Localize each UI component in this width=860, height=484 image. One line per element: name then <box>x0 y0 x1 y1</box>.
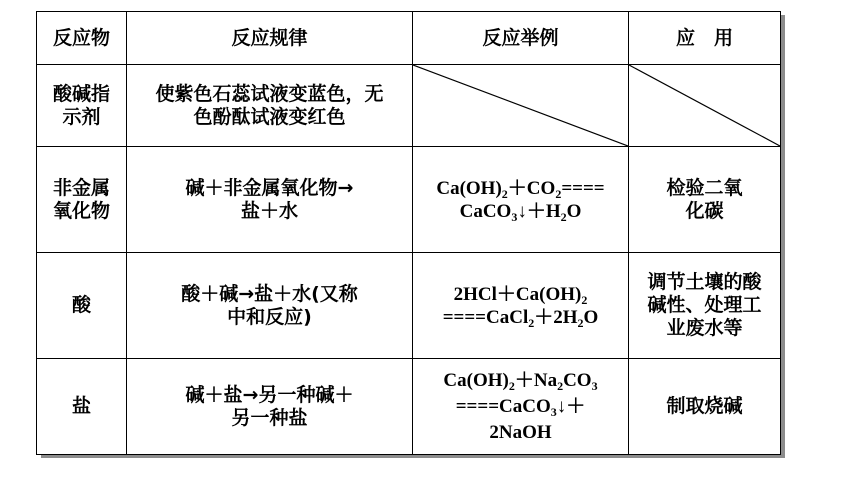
rule-cell: 酸＋碱→盐＋水(又称 中和反应) <box>127 253 413 359</box>
header-application: 应 用 <box>629 12 781 65</box>
rule-cell: 使紫色石蕊试液变蓝色，无 色酚酞试液变红色 <box>127 65 413 147</box>
reactant-cell: 酸碱指 示剂 <box>37 65 127 147</box>
equation-line: $2HCl+Ca(OH)_2$ <box>453 283 588 307</box>
rule-cell: 碱＋盐→另一种碱＋ 另一种盐 <box>127 359 413 455</box>
header-example: 反应举例 <box>413 12 629 65</box>
example-equation <box>413 359 629 455</box>
reactant-cell: 酸 <box>37 253 127 359</box>
reactant-cell: 非金属 氧化物 <box>37 147 127 253</box>
empty-diagonal-cell <box>629 65 781 147</box>
equation-line: ====CaCO$_3$↓＋ <box>455 395 586 419</box>
equation-line: $Ca(OH)_2+Na_2CO_3$ <box>443 369 598 393</box>
equation-line: 2NaOH <box>489 421 552 443</box>
application-cell: 检验二氧 化碳 <box>629 147 781 253</box>
example-equation <box>413 253 629 359</box>
reactant-cell: 盐 <box>37 359 127 455</box>
table-row <box>37 147 781 253</box>
rule-cell: 碱＋非金属氧化物→ 盐＋水 <box>127 147 413 253</box>
example-equation <box>413 147 629 253</box>
application-cell: 调节土壤的酸 碱性、处理工 业废水等 <box>629 253 781 359</box>
application-cell: 制取烧碱 <box>629 359 781 455</box>
equation-line: $CaCO_3↓+H_2O$ <box>459 200 582 224</box>
equation-line: $Ca(OH)_2+CO_2====$ <box>436 177 605 201</box>
diagonal-line <box>413 65 628 146</box>
header-rule: 反应规律 <box>127 12 413 65</box>
empty-diagonal-cell <box>413 65 629 147</box>
base-reactions-table <box>36 11 781 455</box>
table-row <box>37 359 781 455</box>
header-row <box>37 12 781 65</box>
equation-line: $====CaCl_2+2H_2O$ <box>442 306 599 330</box>
header-reactant: 反应物 <box>37 12 127 65</box>
table-row <box>37 65 781 147</box>
table-row <box>37 253 781 359</box>
diagonal-line <box>629 65 780 146</box>
